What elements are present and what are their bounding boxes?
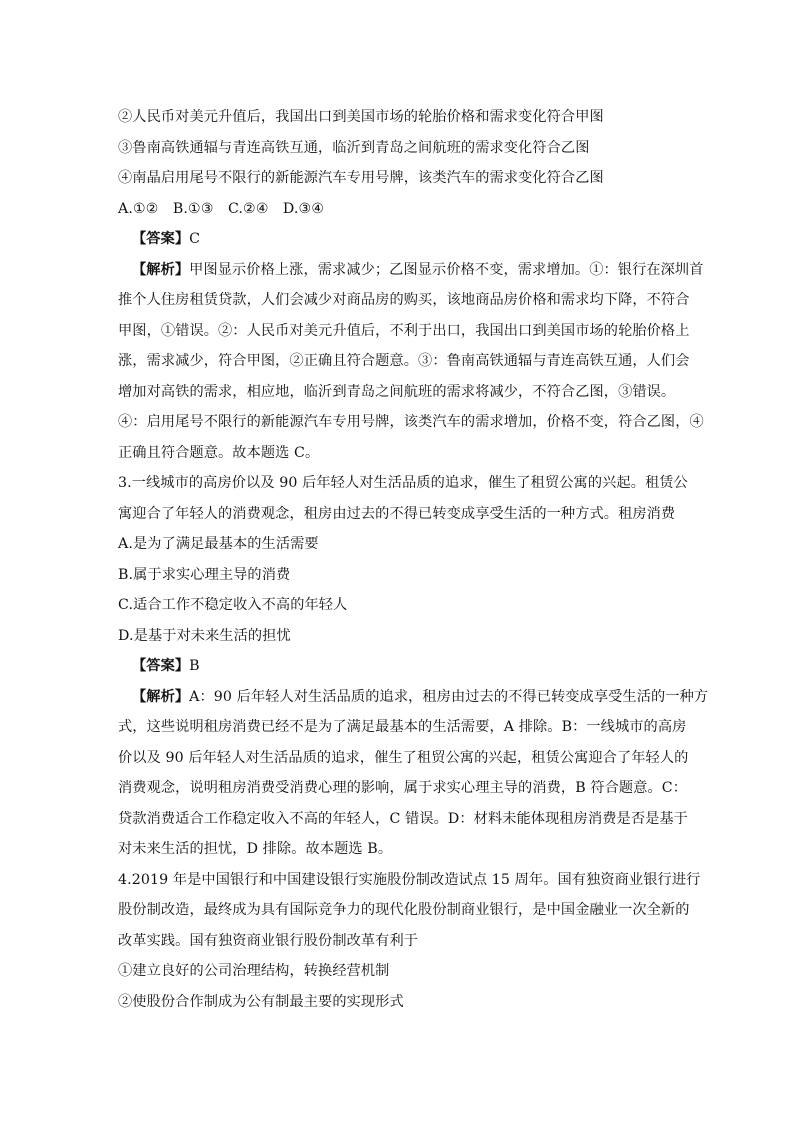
q3-stem-line: 3.一线城市的高房价以及 90 后年轻人对生活品质的追求，催生了租贸公寓的兴起。租赁公	[118, 475, 688, 491]
answer-value: C	[189, 231, 201, 247]
answer-value: B	[189, 658, 200, 674]
q2-analysis-line: 增加对高铁的需求，相应地，临沂到青岛之间航班的需求将减少，不符合乙图，③错误。	[118, 383, 676, 400]
q2-analysis-line: ④：启用尾号不限行的新能源汽车专用号牌，该类汽车的需求增加，价格不变，符合乙图，④	[118, 414, 704, 430]
analysis-text: 甲图显示价格上涨，需求减少；乙图显示价格不变，需求增加。①：银行在深圳首	[189, 261, 704, 278]
q2-analysis-line: 甲图，①错误。②：人民币对美元升值后，不利于出口，我国出口到美国市场的轮胎价格上	[118, 322, 690, 339]
q4-option-1: ①建立良好的公司治理结构，转换经营机制	[118, 963, 390, 979]
q2-option-3: ③鲁南高铁通辐与青连高铁互通，临沂到青岛之间航班的需求变化符合乙图	[118, 139, 590, 156]
answer-tag: 【答案】	[132, 231, 190, 247]
q3-option-d: D.是基于对未来生活的担忧	[118, 627, 291, 644]
q4-option-2: ②使股份合作制成为公有制最主要的实现形式	[118, 993, 404, 1010]
q2-choices: A.①② B.①③ C.②④ D.③④	[118, 200, 325, 217]
q4-stem-line: 改革实践。国有独资商业银行股份制改革有利于	[118, 932, 419, 949]
analysis-tag: 【解析】	[132, 261, 190, 278]
analysis-text: A：90 后年轻人对生活品质的追求，租房由过去的不得已转变成享受生活的一种方	[189, 688, 709, 705]
q4-stem-line: 4.2019 年是中国银行和中国建设银行实施股份制改造试点 15 周年。国有独资商业银行进行	[118, 871, 701, 888]
q2-answer	[118, 224, 678, 255]
page-content	[118, 102, 709, 1017]
q2-analysis-line: 涨，需求减少，符合甲图，②正确且符合题意。③：鲁南高铁通辐与青连高铁互通，人们会	[118, 353, 690, 369]
analysis-tag: 【解析】	[132, 688, 190, 705]
answer-tag: 【答案】	[132, 658, 190, 674]
q4-stem-line: 股份制改造，最终成为具有国际竞争力的现代化股份制商业银行，是中国金融业一次全新的	[118, 902, 690, 918]
q3-option-b: B.属于求实心理主导的消费	[118, 566, 291, 583]
q3-analysis-line	[118, 682, 709, 713]
q2-option-2: ②人民币对美元升值后，我国出口到美国市场的轮胎价格和需求变化符合甲图	[118, 109, 604, 125]
q3-analysis-line: 消费观念，说明租房消费受消费心理的影响，属于求实心理主导的消费，B 符合题意。C：	[118, 780, 688, 796]
q2-analysis-line: 正确且符合题意。故本题选 C。	[118, 444, 320, 461]
q3-analysis-line: 式，这些说明租房消费已经不是为了满足最基本的生活需要，A 排除。B：一线城市的高房	[118, 719, 687, 735]
q3-answer	[118, 651, 678, 682]
q3-analysis-line: 贷款消费适合工作稳定收入不高的年轻人，C 错误。D：材料未能体现租房消费是否是基于	[118, 810, 688, 827]
q3-option-c: C.适合工作不稳定收入不高的年轻人	[118, 597, 348, 613]
q2-analysis-line: 推个人住房租赁贷款，人们会减少对商品房的购买，该地商品房价格和需求均下降，不符合	[118, 292, 690, 308]
q3-stem-line: 寓迎合了年轻人的消费观念，租房由过去的不得已转变成享受生活的一种方式。租房消费	[118, 505, 676, 522]
q2-option-4: ④南晶启用尾号不限行的新能源汽车专用号牌，该类汽车的需求变化符合乙图	[118, 170, 604, 186]
q3-option-a: A.是为了满足最基本的生活需要	[118, 536, 319, 552]
q3-analysis-line: 对未来生活的担忧，D 排除。故本题选 B。	[118, 841, 393, 857]
q3-analysis-line: 价以及 90 后年轻人对生活品质的追求，催生了租贸公寓的兴起，租赁公寓迎合了年轻人的	[118, 749, 689, 766]
q2-analysis-line	[118, 255, 704, 286]
